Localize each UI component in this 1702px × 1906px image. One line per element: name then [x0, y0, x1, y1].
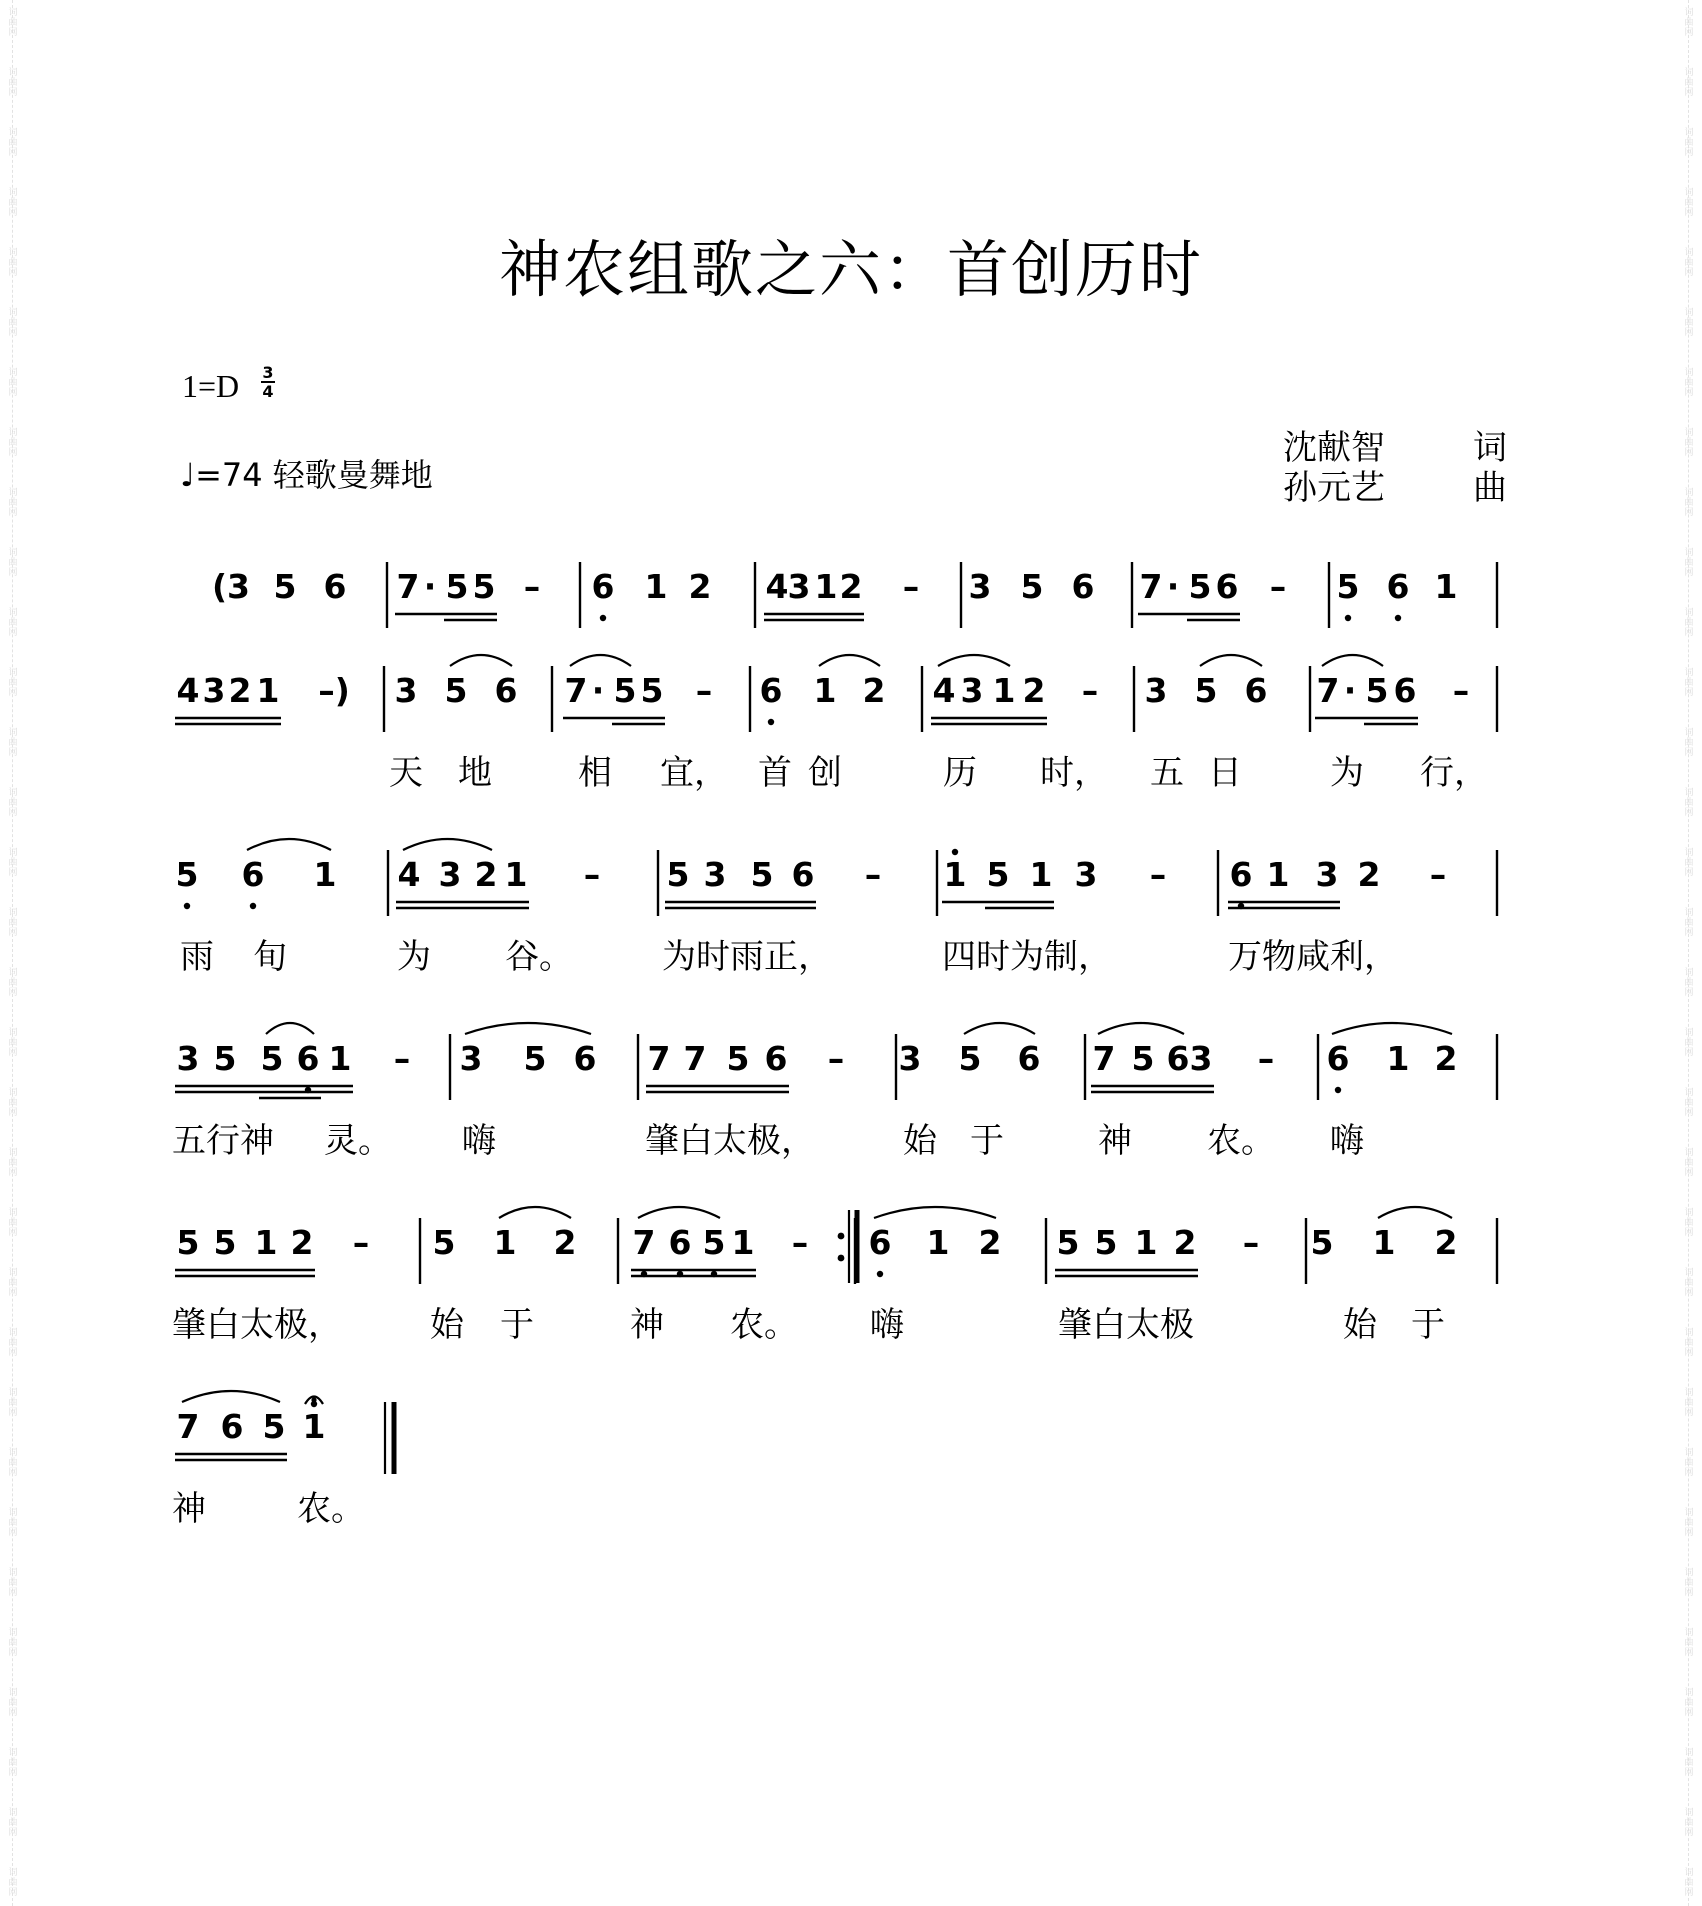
- score-note: 3: [1144, 671, 1168, 710]
- score-note: 1: [1029, 855, 1053, 894]
- margin-watermark-text: 词 曲 网: [1684, 1688, 1694, 1718]
- margin-watermark-text: 词 曲 网: [8, 1148, 18, 1178]
- slur-tie: [403, 839, 492, 850]
- margin-watermark-text: 词 曲 网: [1684, 1868, 1694, 1898]
- score-note: –: [902, 567, 920, 606]
- score-note: 2: [1434, 1223, 1458, 1262]
- score-note: 6: [494, 671, 518, 710]
- slur-tie: [450, 655, 512, 666]
- score-note: 2: [1434, 1039, 1458, 1078]
- lyric-text: 灵。: [324, 1121, 392, 1161]
- score-note: 6: [1071, 567, 1095, 606]
- score-note: 5: [444, 671, 468, 710]
- score-note: 5: [1094, 1223, 1118, 1262]
- octave-dot: [1335, 1087, 1341, 1093]
- score-note: 1: [813, 671, 837, 710]
- score-note: –: [791, 1223, 809, 1262]
- score-note: 1: [328, 1039, 352, 1078]
- lyric-text: 行，: [1420, 753, 1488, 793]
- score-note: 5: [1194, 671, 1218, 710]
- score-note: 5: [1056, 1223, 1080, 1262]
- margin-watermark-text: 词 曲 网: [8, 368, 18, 398]
- score-note: 6: [1229, 855, 1253, 894]
- score-note: 7: [683, 1039, 707, 1078]
- score-note: 6: [791, 855, 815, 894]
- octave-dot: [1345, 615, 1351, 621]
- slur-tie: [465, 1023, 591, 1034]
- octave-dot: [877, 1271, 883, 1277]
- margin-watermark-text: 词 曲 网: [8, 1388, 18, 1418]
- score-note: 3: [787, 567, 811, 606]
- score-note: 2: [978, 1223, 1002, 1262]
- lyric-text: 始: [1343, 1305, 1377, 1345]
- margin-watermark-text: 词 曲 网: [1684, 1028, 1694, 1058]
- score-note: 1: [302, 1407, 326, 1446]
- score-note: 3: [898, 1039, 922, 1078]
- score-note: –: [1429, 855, 1447, 894]
- score-note: 5: [273, 567, 297, 606]
- margin-watermark-text: 词 曲 网: [1684, 1628, 1694, 1658]
- lyric-text: 始: [430, 1305, 464, 1345]
- composer-role: 曲: [1473, 468, 1507, 508]
- margin-watermark-text: 词 曲 网: [1684, 548, 1694, 578]
- margin-watermark-text: 词 曲 网: [1684, 488, 1694, 518]
- lyric-text: 五行神: [172, 1121, 274, 1161]
- score-note: 6: [1326, 1039, 1350, 1078]
- score-note: 1: [1386, 1039, 1410, 1078]
- score-note: ·: [423, 567, 437, 606]
- lyric-text: 农。: [730, 1305, 798, 1345]
- margin-watermark-text: 词 曲 网: [1684, 1208, 1694, 1238]
- score-note: 2: [228, 671, 252, 710]
- score-note: 1: [1372, 1223, 1396, 1262]
- slur-tie: [1332, 1023, 1452, 1034]
- score-note: 6: [1166, 1039, 1190, 1078]
- score-note: 7: [632, 1223, 656, 1262]
- score-note: 5: [1188, 567, 1212, 606]
- slur-tie: [1322, 655, 1383, 666]
- score-note: 3: [1189, 1039, 1213, 1078]
- score-note: 1: [731, 1223, 755, 1262]
- margin-watermark-text: 词 曲 网: [1684, 128, 1694, 158]
- score-note: 5: [666, 855, 690, 894]
- score-note: –: [523, 567, 541, 606]
- tempo-marking: ♩=74 轻歌曼舞地: [180, 456, 433, 494]
- score-note: 1: [1134, 1223, 1158, 1262]
- margin-watermark-text: 词 曲 网: [8, 1628, 18, 1658]
- score-note: 6: [296, 1039, 320, 1078]
- octave-dot: [768, 719, 774, 725]
- octave-dot: [305, 1087, 311, 1093]
- score-note: 2: [1173, 1223, 1197, 1262]
- score-note: 7: [1092, 1039, 1116, 1078]
- score-note: 3: [459, 1039, 483, 1078]
- lyric-text: 于: [970, 1121, 1004, 1161]
- margin-watermark-text: 词 曲 网: [1684, 668, 1694, 698]
- score-note: 5: [175, 855, 199, 894]
- margin-watermark-text: 词 曲 网: [1684, 848, 1694, 878]
- score-note: 5: [432, 1223, 456, 1262]
- score-note: 5: [958, 1039, 982, 1078]
- score-note: 1: [1266, 855, 1290, 894]
- score-note: 1: [926, 1223, 950, 1262]
- score-note: 5: [1020, 567, 1044, 606]
- margin-watermark-text: 词 曲 网: [8, 1748, 18, 1778]
- margin-watermark-text: 词 曲 网: [8, 1688, 18, 1718]
- score-note: 6: [668, 1223, 692, 1262]
- score-note: 3: [1074, 855, 1098, 894]
- score-note: –: [393, 1039, 411, 1078]
- score-note: 6: [1393, 671, 1417, 710]
- lyric-text: 五: [1150, 753, 1184, 793]
- score-note: ·: [1166, 567, 1180, 606]
- lyric-text: 时，: [1040, 753, 1108, 793]
- margin-watermark-text: 词 曲 网: [8, 1208, 18, 1238]
- score-note: 5: [445, 567, 469, 606]
- margin-watermark-text: 词 曲 网: [8, 968, 18, 998]
- margin-watermark-text: 词 曲 网: [1684, 68, 1694, 98]
- score-note: –): [318, 671, 350, 710]
- margin-watermark-text: 词 曲 网: [1684, 248, 1694, 278]
- score-note: 5: [472, 567, 496, 606]
- repeat-dot: [838, 1233, 845, 1240]
- lyric-text: 历: [943, 753, 977, 793]
- repeat-dot: [838, 1255, 845, 1262]
- score-note: –: [1257, 1039, 1275, 1078]
- lyricist-name: 沈献智: [1283, 428, 1385, 468]
- score-note: –: [583, 855, 601, 894]
- lyric-text: 于: [1411, 1305, 1445, 1345]
- margin-watermark-text: 词 曲 网: [8, 728, 18, 758]
- score-note: 5: [1310, 1223, 1334, 1262]
- slur-tie: [182, 1391, 280, 1402]
- margin-watermark-text: 词 曲 网: [1684, 1268, 1694, 1298]
- margin-watermark-text: 词 曲 网: [1684, 1748, 1694, 1778]
- score-note: 1: [256, 671, 280, 710]
- octave-dot: [711, 1271, 717, 1277]
- margin-watermark-text: 词 曲 网: [8, 1268, 18, 1298]
- score-note: 5: [213, 1223, 237, 1262]
- score-note: 5: [702, 1223, 726, 1262]
- octave-dot: [677, 1271, 683, 1277]
- lyric-text: 谷。: [505, 937, 573, 977]
- octave-dot: [641, 1271, 647, 1277]
- lyric-text: 地: [458, 753, 492, 793]
- lyric-text: 始: [903, 1121, 937, 1161]
- margin-watermark-text: 词 曲 网: [8, 1568, 18, 1598]
- lyricist-role: 词: [1473, 428, 1507, 468]
- margin-watermark-text: 词 曲 网: [8, 668, 18, 698]
- score-note: 7: [564, 671, 588, 710]
- score-note: 2: [553, 1223, 577, 1262]
- score-note: 5: [176, 1223, 200, 1262]
- score-note: 2: [839, 567, 863, 606]
- time-signature-top: 3: [262, 363, 274, 382]
- score-note: 5: [1131, 1039, 1155, 1078]
- key-signature: 1=D: [182, 368, 240, 404]
- lyric-text: 为: [397, 937, 431, 977]
- slur-tie: [266, 1023, 314, 1034]
- score-note: ·: [1343, 671, 1357, 710]
- slur-tie: [819, 655, 880, 666]
- lyric-text: 嗨: [870, 1305, 904, 1345]
- score-note: 3: [968, 567, 992, 606]
- score-note: 6: [1386, 567, 1410, 606]
- lyric-text: 天: [389, 753, 423, 793]
- margin-watermark-text: 词 曲 网: [1684, 1388, 1694, 1418]
- score-note: 4: [932, 671, 956, 710]
- margin-watermark-text: 词 曲 网: [1684, 1568, 1694, 1598]
- margin-watermark-text: 词 曲 网: [1684, 908, 1694, 938]
- margin-watermark-text: 词 曲 网: [8, 1868, 18, 1898]
- score-note: 1: [644, 567, 668, 606]
- score-note: 2: [290, 1223, 314, 1262]
- score-note: 1: [992, 671, 1016, 710]
- score-note: –: [695, 671, 713, 710]
- lyric-text: 日: [1208, 753, 1242, 793]
- score-note: 1: [504, 855, 528, 894]
- score-note: 6: [573, 1039, 597, 1078]
- lyric-text: 为: [1330, 753, 1364, 793]
- margin-watermark-text: 词 曲 网: [8, 428, 18, 458]
- margin-watermark-text: 词 曲 网: [1684, 968, 1694, 998]
- score-note: 3: [202, 671, 226, 710]
- score-note: 6: [1244, 671, 1268, 710]
- score-note: ·: [591, 671, 605, 710]
- score-note: –: [827, 1039, 845, 1078]
- slur-tie: [1200, 655, 1262, 666]
- margin-watermark-text: 词 曲 网: [1684, 1508, 1694, 1538]
- score-note: –: [352, 1223, 370, 1262]
- score-note: 6: [759, 671, 783, 710]
- score-note: 1: [1434, 567, 1458, 606]
- margin-watermark-text: 词 曲 网: [1684, 1448, 1694, 1478]
- score-note: 2: [1022, 671, 1046, 710]
- margin-watermark-text: 词 曲 网: [8, 488, 18, 518]
- score-note: 6: [241, 855, 265, 894]
- score-note: 7: [647, 1039, 671, 1078]
- score-note: 4: [765, 567, 789, 606]
- octave-dot: [952, 849, 958, 855]
- fermata-dot: [311, 1397, 316, 1402]
- margin-watermark-text: 词 曲 网: [1684, 308, 1694, 338]
- score-note: 5: [986, 855, 1010, 894]
- score-note: 6: [323, 567, 347, 606]
- score-note: 3: [703, 855, 727, 894]
- margin-watermark-text: 词 曲 网: [1684, 1088, 1694, 1118]
- margin-watermark-text: 词 曲 网: [8, 848, 18, 878]
- octave-dot: [250, 903, 256, 909]
- margin-watermark-text: 词 曲 网: [8, 908, 18, 938]
- margin-watermark-text: 词 曲 网: [1684, 728, 1694, 758]
- lyric-text: 肇白太极，: [645, 1121, 815, 1161]
- octave-dot: [1238, 903, 1244, 909]
- margin-watermark-text: 词 曲 网: [8, 248, 18, 278]
- score-note: (3: [211, 567, 251, 606]
- score-note: 5: [523, 1039, 547, 1078]
- margin-watermark-text: 词 曲 网: [1684, 608, 1694, 638]
- margin-watermark-text: 词 曲 网: [8, 308, 18, 338]
- slur-tie: [570, 655, 631, 666]
- score-note: –: [864, 855, 882, 894]
- lyric-text: 四时为制，: [942, 937, 1112, 977]
- slur-tie: [247, 839, 331, 850]
- lyric-text: 神: [172, 1489, 206, 1529]
- score-note: –: [1149, 855, 1167, 894]
- score-note: 2: [474, 855, 498, 894]
- octave-dot: [600, 615, 606, 621]
- margin-watermark-text: 词 曲 网: [8, 788, 18, 818]
- margin-watermark-text: 词 曲 网: [8, 1088, 18, 1118]
- score-note: 1: [313, 855, 337, 894]
- lyric-text: 神: [630, 1305, 664, 1345]
- margin-watermark-text: 词 曲 网: [1684, 188, 1694, 218]
- slur-tie: [499, 1207, 571, 1218]
- margin-watermark-text: 词 曲 网: [8, 608, 18, 638]
- score-note: 7: [396, 567, 420, 606]
- score-note: 6: [591, 567, 615, 606]
- margin-watermark-text: 词 曲 网: [8, 188, 18, 218]
- margin-watermark-text: 词 曲 网: [1684, 1148, 1694, 1178]
- margin-watermark-text: 词 曲 网: [8, 1508, 18, 1538]
- score-note: 6: [1215, 567, 1239, 606]
- score-note: 4: [176, 671, 200, 710]
- slur-tie: [1378, 1207, 1452, 1218]
- score-note: 6: [1017, 1039, 1041, 1078]
- slur-tie: [874, 1207, 996, 1218]
- score-note: 6: [220, 1407, 244, 1446]
- margin-watermark-text: 词 曲 网: [8, 1448, 18, 1478]
- lyric-text: 神: [1098, 1121, 1132, 1161]
- lyric-text: 为时雨正，: [662, 937, 832, 977]
- lyric-text: 创: [808, 753, 842, 793]
- score-note: 5: [726, 1039, 750, 1078]
- score-note: 1: [254, 1223, 278, 1262]
- lyric-text: 相: [578, 753, 612, 793]
- score-note: 7: [176, 1407, 200, 1446]
- score-note: 5: [213, 1039, 237, 1078]
- margin-watermark-text: 词 曲 网: [8, 548, 18, 578]
- margin-watermark-text: 词 曲 网: [8, 8, 18, 38]
- lyric-text: 万物咸利，: [1228, 937, 1398, 977]
- song-title: 神农组歌之六：首创历时: [498, 233, 1203, 306]
- slur-tie: [938, 655, 1010, 666]
- lyric-text: 肇白太极，: [172, 1305, 342, 1345]
- lyric-text: 农。: [297, 1489, 365, 1529]
- score-note: 3: [176, 1039, 200, 1078]
- score-note: 1: [493, 1223, 517, 1262]
- score-note: 5: [750, 855, 774, 894]
- score-note: –: [1452, 671, 1470, 710]
- score-note: 6: [764, 1039, 788, 1078]
- score-note: 5: [613, 671, 637, 710]
- time-signature-bottom: 4: [262, 382, 274, 401]
- slur-tie: [1098, 1023, 1184, 1034]
- score-note: 1: [814, 567, 838, 606]
- margin-watermark-text: 词 曲 网: [8, 1328, 18, 1358]
- score-note: 3: [1315, 855, 1339, 894]
- composer-name: 孙元艺: [1283, 468, 1385, 508]
- margin-watermark-text: 词 曲 网: [8, 1808, 18, 1838]
- margin-watermark-text: 词 曲 网: [1684, 428, 1694, 458]
- score-note: –: [1242, 1223, 1260, 1262]
- score-note: 2: [1357, 855, 1381, 894]
- score-note: 3: [394, 671, 418, 710]
- margin-watermark-text: 词 曲 网: [1684, 368, 1694, 398]
- slur-tie: [964, 1023, 1035, 1034]
- lyric-text: 旬: [253, 937, 287, 977]
- octave-dot: [1395, 615, 1401, 621]
- score-note: 5: [640, 671, 664, 710]
- score-note: 1: [943, 855, 967, 894]
- margin-watermark-text: 词 曲 网: [1684, 1328, 1694, 1358]
- lyric-text: 于: [500, 1305, 534, 1345]
- slur-tie: [638, 1207, 720, 1218]
- lyric-text: 雨: [180, 937, 214, 977]
- lyric-text: 肇白太极: [1058, 1305, 1194, 1345]
- score-note: –: [1269, 567, 1287, 606]
- lyric-text: 首: [758, 753, 792, 793]
- lyric-text: 嗨: [462, 1121, 496, 1161]
- score-note: 4: [397, 855, 421, 894]
- score-note: 2: [862, 671, 886, 710]
- lyric-text: 嗨: [1330, 1121, 1364, 1161]
- margin-watermark-text: 词 曲 网: [8, 128, 18, 158]
- score-note: 5: [260, 1039, 284, 1078]
- margin-watermark-text: 词 曲 网: [1684, 8, 1694, 38]
- score-note: 6: [868, 1223, 892, 1262]
- score-note: 7: [1139, 567, 1163, 606]
- lyric-text: 宜，: [660, 753, 728, 793]
- score-note: 3: [960, 671, 984, 710]
- octave-dot: [184, 903, 190, 909]
- margin-watermark-text: 词 曲 网: [1684, 788, 1694, 818]
- lyric-text: 农。: [1207, 1121, 1275, 1161]
- score-note: 5: [1336, 567, 1360, 606]
- score-note: 2: [688, 567, 712, 606]
- margin-watermark-text: 词 曲 网: [8, 68, 18, 98]
- score-note: 5: [262, 1407, 286, 1446]
- score-note: –: [1081, 671, 1099, 710]
- score-note: 7: [1316, 671, 1340, 710]
- margin-watermark-text: 词 曲 网: [8, 1028, 18, 1058]
- score-note: 3: [438, 855, 462, 894]
- score-note: 5: [1365, 671, 1389, 710]
- margin-watermark-text: 词 曲 网: [1684, 1808, 1694, 1838]
